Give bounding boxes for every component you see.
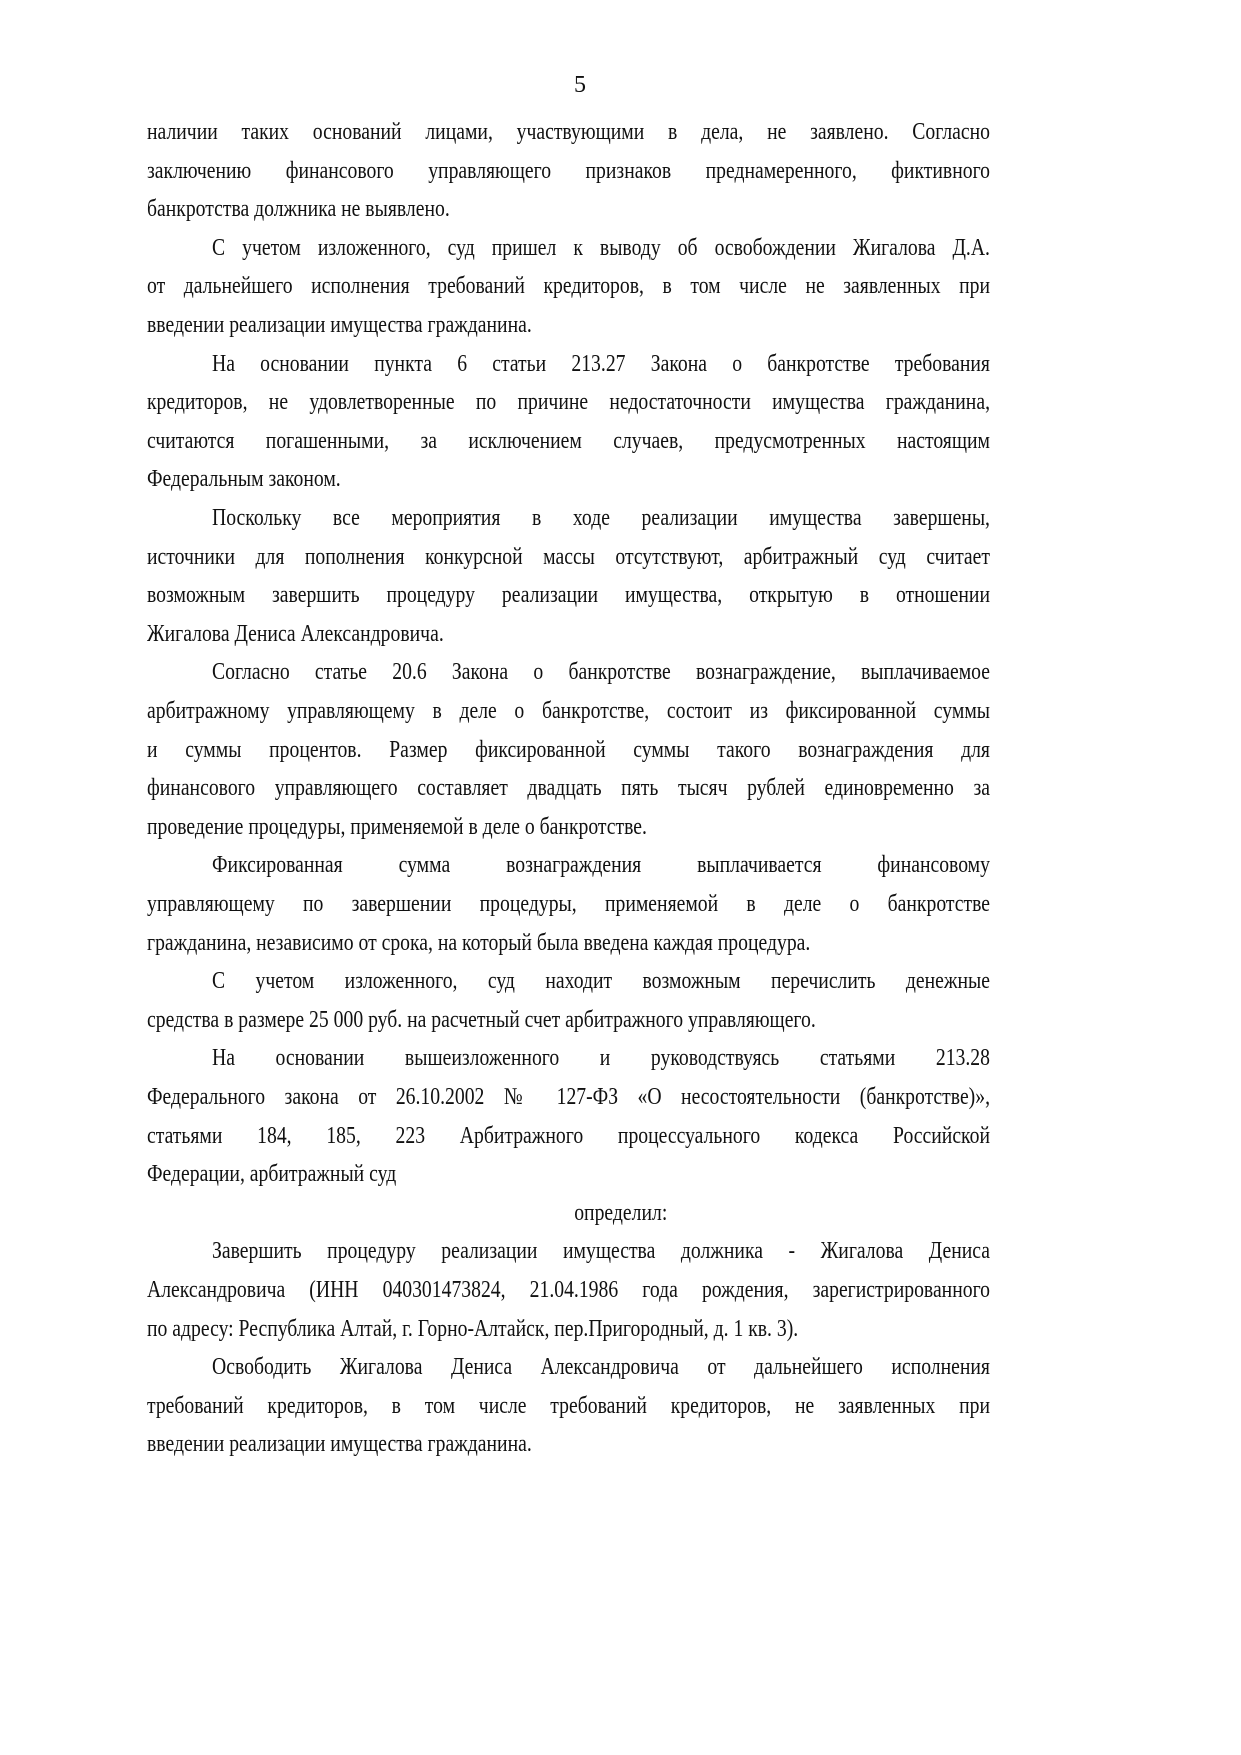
text-line-content: введении реализации имущества гражданина. xyxy=(147,1431,532,1457)
section-heading xyxy=(0,1197,1241,1229)
text-line xyxy=(147,270,990,302)
text-line-content: требований кредиторов, в том числе требований кредиторов, не заявленных при xyxy=(147,1393,990,1419)
text-line xyxy=(147,463,990,495)
text-line xyxy=(212,1351,990,1383)
text-line xyxy=(147,309,990,341)
text-line xyxy=(147,1390,990,1422)
text-line-content: считаются погашенными, за исключением случаев, предусмотренных настоящим xyxy=(147,428,990,454)
text-line-content: Поскольку все мероприятия в ходе реализации имущества завершены, xyxy=(212,505,990,531)
text-line-content: кредиторов, не удовлетворенные по причине недостаточности имущества гражданина, xyxy=(147,389,990,415)
text-line-content: средства в размере 25 000 руб. на расчетный счет арбитражного управляющего. xyxy=(147,1007,816,1033)
text-line xyxy=(212,502,990,534)
text-line-content: гражданина, независимо от срока, на который была введена каждая процедура. xyxy=(147,930,811,956)
text-line xyxy=(147,155,990,187)
text-line-content: возможным завершить процедуру реализации имущества, открытую в отношении xyxy=(147,582,990,608)
text-line xyxy=(147,811,990,843)
text-line xyxy=(147,1004,990,1036)
text-line-content: Жигалова Дениса Александровича. xyxy=(147,621,444,647)
text-line-content: Федерального закона от 26.10.2002 № 127-ФЗ «О несостоятельности (банкротстве)», xyxy=(147,1084,990,1110)
text-line xyxy=(212,656,990,688)
text-line-content: Завершить процедуру реализации имущества должника - Жигалова Дениса xyxy=(212,1238,990,1264)
text-line-content: финансового управляющего составляет двадцать пять тысяч рублей единовременно за xyxy=(147,775,990,801)
text-line xyxy=(147,618,990,650)
text-line-content: банкротства должника не выявлено. xyxy=(147,196,450,222)
text-line xyxy=(147,1428,990,1460)
text-line-content: На основании вышеизложенного и руководствуясь статьями 213.28 xyxy=(212,1045,990,1071)
text-line-content: управляющему по завершении процедуры, применяемой в деле о банкротстве xyxy=(147,891,990,917)
text-line xyxy=(147,579,990,611)
text-line xyxy=(147,386,990,418)
text-line xyxy=(147,1274,990,1306)
text-line-content: Федерации, арбитражный суд xyxy=(147,1161,397,1187)
text-line-content: определил: xyxy=(573,1200,668,1226)
text-line xyxy=(147,927,990,959)
text-line xyxy=(212,1042,990,1074)
text-line xyxy=(147,541,990,573)
text-line-content: статьями 184, 185, 223 Арбитражного процессуального кодекса Российской xyxy=(147,1123,990,1149)
text-line xyxy=(147,695,990,727)
text-line-content: проведение процедуры, применяемой в деле о банкротстве. xyxy=(147,814,647,840)
text-line xyxy=(147,193,990,225)
text-line xyxy=(212,232,990,264)
text-line-content: и суммы процентов. Размер фиксированной суммы такого вознаграждения для xyxy=(147,737,990,763)
text-line-content: заключению финансового управляющего признаков преднамеренного, фиктивного xyxy=(147,158,990,184)
text-line-content: Освободить Жигалова Дениса Александровича от дальнейшего исполнения xyxy=(212,1354,990,1380)
text-line xyxy=(147,1120,990,1152)
text-line xyxy=(212,348,990,380)
text-line xyxy=(147,888,990,920)
text-line xyxy=(147,1158,990,1190)
text-line xyxy=(147,425,990,457)
text-line-content: наличии таких оснований лицами, участвующими в дела, не заявлено. Согласно xyxy=(147,119,990,145)
text-line xyxy=(147,1081,990,1113)
page-number: 5 xyxy=(574,72,586,98)
text-line-content: по адресу: Республика Алтай, г. Горно-Алтайск, пер.Пригородный, д. 1 кв. 3). xyxy=(147,1316,799,1342)
text-line-content: С учетом изложенного, суд пришел к выводу об освобождении Жигалова Д.А. xyxy=(212,235,990,261)
text-line-content: арбитражному управляющему в деле о банкротстве, состоит из фиксированной суммы xyxy=(147,698,990,724)
text-line xyxy=(212,1235,990,1267)
text-line-content: введении реализации имущества гражданина. xyxy=(147,312,532,338)
text-line-content: Александровича (ИНН 040301473824, 21.04.1986 года рождения, зарегистрированного xyxy=(147,1277,990,1303)
text-line-content: источники для пополнения конкурсной массы отсутствуют, арбитражный суд считает xyxy=(147,544,990,570)
text-line xyxy=(147,772,990,804)
text-line-content: С учетом изложенного, суд находит возможным перечислить денежные xyxy=(212,968,990,994)
text-line-content: На основании пункта 6 статьи 213.27 Закона о банкротстве требования xyxy=(212,351,990,377)
text-line-content: Согласно статье 20.6 Закона о банкротстве вознаграждение, выплачиваемое xyxy=(212,659,990,685)
text-line xyxy=(212,849,990,881)
text-line-content: Фиксированная сумма вознаграждения выплачивается финансовому xyxy=(212,852,990,878)
text-line xyxy=(147,116,990,148)
text-line xyxy=(212,965,990,997)
text-line xyxy=(147,1313,990,1345)
text-line-content: от дальнейшего исполнения требований кредиторов, в том числе не заявленных при xyxy=(147,273,990,299)
text-line xyxy=(147,734,990,766)
text-line-content: Федеральным законом. xyxy=(147,466,341,492)
